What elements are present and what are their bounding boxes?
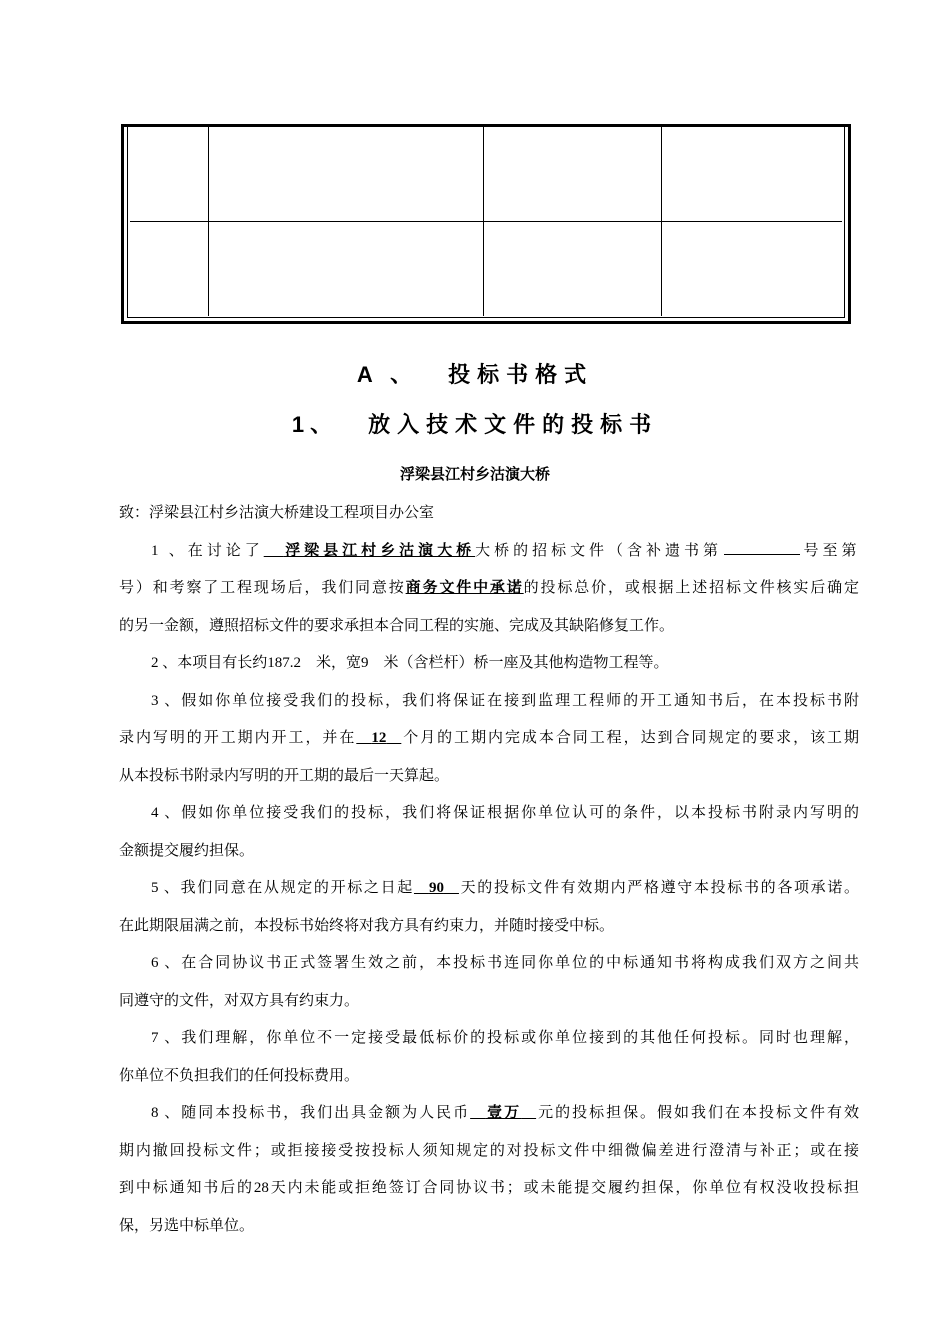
table-cell [130, 127, 208, 222]
clause-5-line-2: 在此期限届满之前，本投标书始终将对我方具有约束力，并随时接受中标。 [119, 917, 615, 934]
project-name: 浮梁县江村乡沽演大桥 [283, 542, 476, 559]
clause-3-line-1: 3 、假如你单位接受我们的投标，我们将保证在接到监理工程师的开工通知书后，在本投标书附 [151, 692, 859, 709]
clause-text: 大桥的招标文件（含补遗书第 [475, 542, 722, 559]
table-cell [130, 222, 208, 317]
form-table [121, 124, 851, 324]
clause-6-line-1: 6 、在合同协议书正式签署生效之前，本投标书连同你单位的中标通知书将构成我们双方之间共 [151, 955, 859, 971]
clause-text: 元的投标担保。假如我们在本投标文件有效 [536, 1105, 859, 1121]
addendum-blank [724, 539, 800, 555]
months-underlined [356, 730, 401, 746]
clause-text: 1 、在讨论了 [151, 542, 264, 559]
heading-number: A 、 [356, 362, 419, 387]
table-row [130, 222, 842, 317]
clause-text: 的投标总价，或根据上述招标文件核实后确定 [523, 580, 859, 596]
clause-8-line-2: 期内撤回投标文件；或拒接接受按投标人须知规定的对投标文件中细微偏差进行澄清与补正；或在接 [119, 1142, 859, 1159]
clause-7-line-2: 你单位不负担我们的任何投标费用。 [119, 1067, 360, 1084]
clause-text: 8 、随同本投标书，我们出具金额为人民币 [151, 1105, 471, 1121]
days-value: 90 [428, 880, 444, 896]
clause-6-line-2: 同遵守的文件，对双方具有约束力。 [119, 992, 360, 1009]
commercial-commitment: 商务文件中承诺 [405, 580, 524, 596]
clause-7-line-1: 7 、我们理解，你单位不一定接受最低标价的投标或你单位接到的其他任何投标。同时也理解， [151, 1030, 859, 1046]
section-heading-1 [0, 408, 950, 439]
table-cell [483, 222, 661, 317]
form-table-grid [130, 127, 842, 316]
clause-text: 号至第 [802, 542, 859, 559]
project-name-underlined [264, 543, 475, 559]
days-underlined [414, 880, 459, 896]
clause-4-line-2: 金额提交履约担保。 [119, 842, 255, 859]
months-value: 12 [371, 730, 387, 746]
clause-text: 天的投标文件有效期内严格遵守本投标书的各项承诺。 [458, 880, 859, 896]
clause-text: 录内写明的开工期内开工，并在 [119, 730, 357, 746]
clause-text: 个月的工期内完成本合同工程，达到合同规定的要求，该工期 [401, 730, 859, 746]
clause-1-line-3: 的另一金额，遵照招标文件的要求承担本合同工程的实施、完成及其缺陷修复工作。 [119, 617, 675, 634]
table-row [130, 127, 842, 222]
clause-2: 2 、本项目有长约187.2 米，宽9 米（含栏杆）桥一座及其他构造物工程等。 [151, 655, 669, 671]
table-cell [661, 127, 842, 222]
section-heading-a [0, 358, 950, 389]
table-cell [208, 222, 483, 317]
clause-text: 5 、我们同意在从规定的开标之日起 [151, 880, 414, 896]
heading-text: 放入技术文件的投标书 [368, 412, 659, 437]
project-title: 浮梁县江村乡沽演大桥 [399, 466, 550, 483]
heading-number: 1、 [291, 412, 339, 437]
table-cell [483, 127, 661, 222]
table-cell [661, 222, 842, 317]
clause-text: 号）和考察了工程现场后，我们同意按 [119, 580, 406, 596]
heading-text: 投标书格式 [448, 362, 594, 387]
clause-3-line-3: 从本投标书附录内写明的开工期的最后一天算起。 [119, 767, 450, 784]
clause-8-line-1 [119, 1095, 859, 1133]
amount-underlined [470, 1105, 536, 1121]
clause-4-line-1: 4 、假如你单位接受我们的投标，我们将保证根据你单位认可的条件，以本投标书附录内写明的 [151, 805, 859, 821]
addressee: 致：浮梁县江村乡沽演大桥建设工程项目办公室 [119, 505, 435, 521]
table-cell [208, 127, 483, 222]
clause-8-line-4: 保，另选中标单位。 [119, 1217, 255, 1234]
clause-1-line-1 [119, 533, 859, 571]
amount-value: 壹万 [485, 1105, 522, 1121]
clause-8-line-3: 到中标通知书后的28天内未能或拒绝签订合同协议书；或未能提交履约担保，你单位有权没收投标担 [119, 1180, 859, 1196]
letter-body [119, 495, 859, 1245]
clause-1-line-2 [119, 570, 859, 608]
clause-3-line-2 [119, 720, 859, 758]
clause-5-line-1 [119, 870, 859, 908]
